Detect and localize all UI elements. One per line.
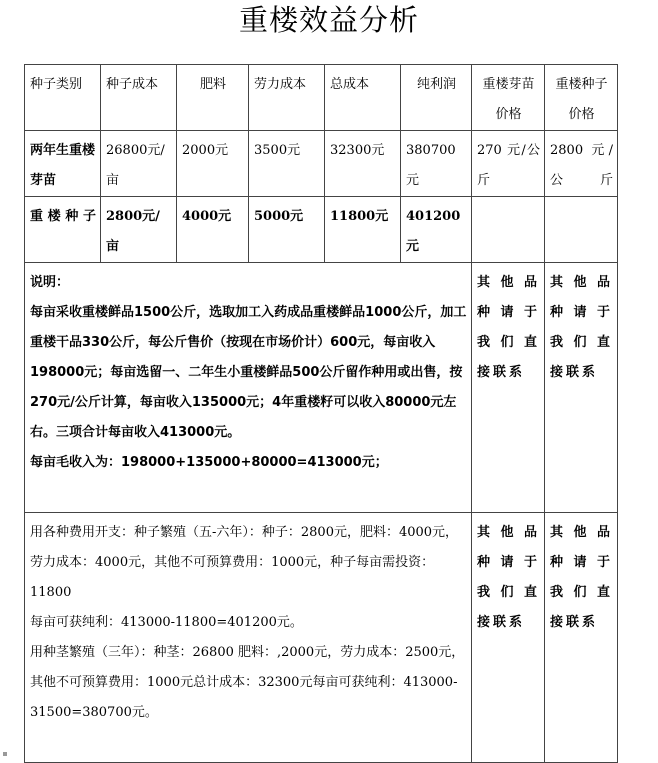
row1-labor: 3500元 — [249, 131, 325, 197]
contact-note-sprout: 其他品种请于我们直接联系 — [472, 263, 545, 513]
row2-category: 重楼种子 — [25, 197, 101, 263]
header-row — [25, 65, 618, 131]
row2-labor: 5000元 — [249, 197, 325, 263]
header-total-cost: 总成本 — [325, 65, 401, 131]
cost-seed-profit: 每亩可获纯利：413000-11800=401200元。 — [30, 615, 303, 630]
table-row — [25, 197, 618, 263]
explanation-note — [25, 263, 472, 513]
note-formula: 每亩毛收入为：198000+135000+80000=413000元； — [30, 455, 388, 470]
row2-profit: 401200元 — [401, 197, 472, 263]
row2-fertilizer: 4000元 — [177, 197, 249, 263]
note-body: 每亩采收重楼鲜品1500公斤，选取加工入药成品重楼鲜品1000公斤，加工重楼干品330公斤，每公斤售价（按现在市场价计）600元，每亩收入198000元；每亩选留一、二年生小重楼鲜品500公斤留作种用或出售，按270元/公斤计算，每亩收入135000元；4年重楼籽可以收入80000元左右。三项合计每亩收入413000元。 — [30, 305, 467, 440]
cost-detail — [25, 513, 472, 763]
header-sprout-price: 重楼芽苗价格 — [472, 65, 545, 131]
table-row — [25, 131, 618, 197]
cost-seed-propagation: 用各种费用开支：种子繁殖（五-六年）：种子：2800元，肥料：4000元，劳力成本：4000元，其他不可预算费用：1000元，种子每亩需投资：11800 — [30, 525, 459, 600]
row1-seed-price: 2800 元/公斤 — [545, 131, 618, 197]
row1-sprout-price: 270 元/公斤 — [472, 131, 545, 197]
page-title: 重楼效益分析 — [238, 3, 419, 37]
header-seed-category: 种子类别 — [25, 65, 101, 131]
header-fertilizer: 肥料 — [177, 65, 249, 131]
benefit-table — [24, 64, 618, 763]
row2-sprout-price-empty — [472, 197, 545, 263]
row2-total: 11800元 — [325, 197, 401, 263]
note-row — [25, 263, 618, 513]
row2-seed-cost: 2800元/亩 — [101, 197, 177, 263]
row1-category: 两年生重楼芽苗 — [25, 131, 101, 197]
header-seed-cost: 种子成本 — [101, 65, 177, 131]
cost-row — [25, 513, 618, 763]
contact-note-seed: 其他品种请于我们直接联系 — [545, 263, 618, 513]
row1-seed-cost: 26800元/亩 — [101, 131, 177, 197]
contact-note-sprout-2: 其他品种请于我们直接联系 — [472, 513, 545, 763]
row2-seed-price-empty — [545, 197, 618, 263]
corner-mark — [3, 752, 7, 756]
row1-total: 32300元 — [325, 131, 401, 197]
note-heading: 说明： — [30, 275, 70, 290]
cost-stem-propagation: 用种茎繁殖（三年）：种茎：26800 肥料：,2000元，劳力成本：2500元，其他不可预算费用：1000元总计成本：32300元每亩可获纯利：413000-31500=380700元。 — [30, 645, 465, 720]
row1-profit: 380700元 — [401, 131, 472, 197]
header-seed-price: 重楼种子价格 — [545, 65, 618, 131]
row1-fertilizer: 2000元 — [177, 131, 249, 197]
header-labor-cost: 劳力成本 — [249, 65, 325, 131]
header-net-profit: 纯利润 — [401, 65, 472, 131]
contact-note-seed-2: 其他品种请于我们直接联系 — [545, 513, 618, 763]
